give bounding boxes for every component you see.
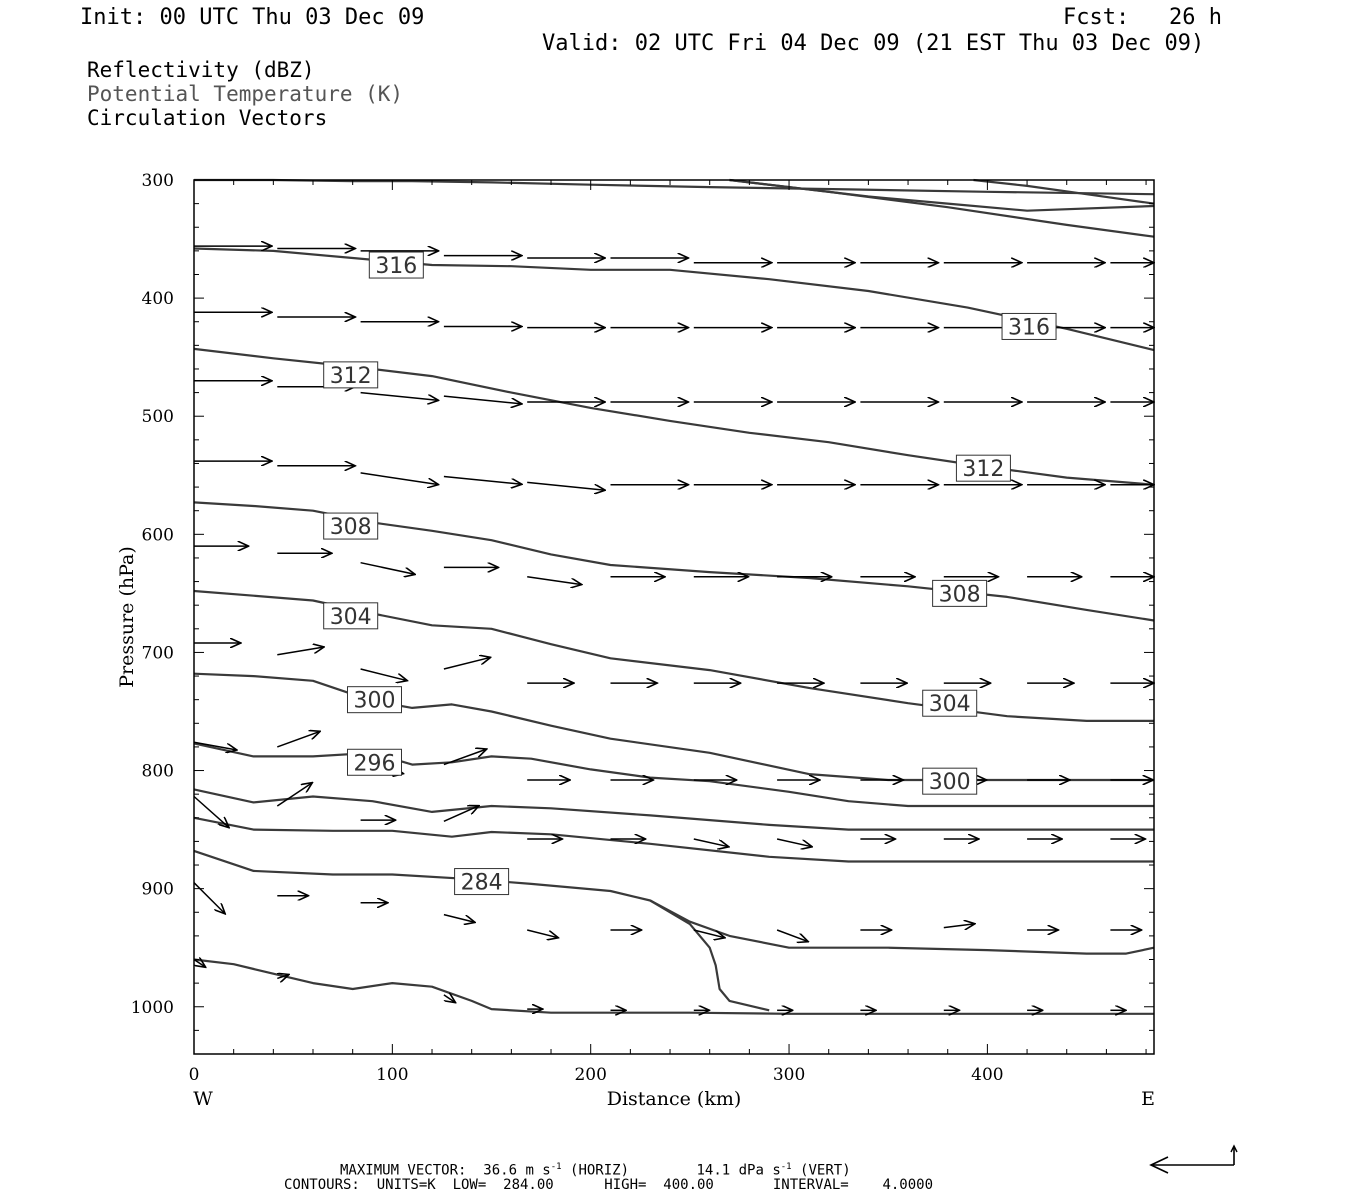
max-horizontal-vector: 36.6 m s (483, 1162, 551, 1179)
circulation-vector (694, 839, 729, 847)
x-tick-label: 0 (188, 1065, 200, 1085)
contour-label-text: 308 (938, 582, 981, 608)
y-tick-label: 600 (141, 525, 174, 546)
valid-time: Valid: 02 UTC Fri 04 Dec 09 (21 EST Thu 03 Dec 09) (542, 31, 1205, 56)
theta-contour-13 (194, 960, 1154, 1014)
contour-label (956, 455, 1010, 482)
legend-reflectivity: Reflectivity (dBZ) (87, 58, 315, 82)
contour-label-text: 304 (329, 604, 372, 630)
circulation-vector (361, 563, 416, 575)
circulation-vector (194, 797, 229, 828)
forecast-hour: Fcst: 26 h (1063, 5, 1222, 30)
contour-label (324, 603, 378, 630)
contour-label (923, 690, 977, 717)
y-tick-label: 300 (141, 171, 174, 191)
x-tick-label: 200 (574, 1065, 607, 1085)
vertical-exponent: -1 (780, 1162, 792, 1172)
contour-label (933, 580, 987, 607)
circulation-vector (527, 482, 605, 490)
circulation-vector (944, 924, 975, 928)
circulation-vector (277, 647, 324, 655)
contour-label (347, 687, 401, 714)
contour-label-text: 304 (928, 692, 971, 718)
legend-potential-temperature: Potential Temperature (K) (87, 82, 404, 106)
west-end-label: W (193, 1088, 213, 1110)
contour-label (923, 768, 977, 795)
x-tick-label: 400 (971, 1065, 1004, 1085)
x-tick-label: 100 (376, 1065, 409, 1085)
legend-circulation-vectors: Circulation Vectors (87, 106, 328, 130)
y-tick-label: 800 (141, 761, 174, 782)
circulation-vector (444, 995, 456, 1003)
theta-contour-11 (194, 818, 1154, 862)
theta-contour-0 (194, 180, 1154, 194)
contour-label-text: 296 (353, 751, 396, 777)
max-vector-label: MAXIMUM VECTOR: (340, 1162, 467, 1179)
contour-info: CONTOURS: UNITS=K LOW= 284.00 HIGH= 400.00 INTERVAL= 4.0000 (284, 1177, 934, 1193)
circulation-vector (277, 731, 320, 747)
contour-label (324, 362, 378, 389)
theta-contour-8 (194, 674, 1154, 780)
circulation-vector (277, 783, 312, 806)
horizontal-tag: (HORIZ) (570, 1162, 630, 1179)
theta-contour-14 (650, 901, 769, 1011)
max-vertical-vector: 14.1 dPa s (696, 1162, 781, 1179)
circulation-vector (194, 883, 225, 914)
circulation-vector (444, 657, 491, 669)
init-time: Init: 00 UTC Thu 03 Dec 09 (80, 5, 425, 30)
y-tick-label: 900 (141, 879, 174, 900)
y-axis-label: Pressure (hPa) (116, 546, 138, 688)
circulation-vector (361, 473, 439, 485)
contour-label (369, 252, 423, 279)
circulation-vector (527, 577, 582, 585)
circulation-vector (444, 396, 522, 404)
contour-label (324, 513, 378, 540)
circulation-vector (444, 915, 475, 923)
contour-label-text: 300 (928, 770, 971, 796)
contour-label (347, 749, 401, 776)
contour-label (1002, 313, 1056, 340)
theta-contour-12 (194, 851, 1154, 954)
max-vector-line (340, 1159, 851, 1179)
circulation-vector (444, 477, 522, 485)
contour-label-text: 316 (375, 254, 418, 280)
east-end-label: E (1141, 1088, 1155, 1110)
contour-label-text: 312 (329, 363, 372, 389)
contour-label-text: 308 (329, 515, 372, 541)
circulation-vector (361, 669, 408, 681)
circulation-vector (527, 930, 558, 938)
circulation-vector (777, 839, 812, 847)
contour-label-text: 312 (962, 457, 1005, 483)
x-tick-label: 300 (772, 1065, 806, 1085)
theta-contour-9 (194, 743, 1154, 806)
circulation-vector (361, 393, 439, 401)
theta-contour-10 (194, 789, 1154, 829)
contour-label-text: 284 (460, 870, 503, 896)
x-axis-label: Distance (km) (606, 1088, 742, 1110)
y-tick-label: 1000 (130, 997, 174, 1018)
contour-label-text: 300 (353, 688, 396, 714)
circulation-vector (777, 930, 808, 942)
contour-label-text: 316 (1008, 315, 1051, 341)
circulation-vector (444, 749, 487, 765)
vertical-tag: (VERT) (800, 1162, 851, 1179)
y-tick-label: 700 (141, 643, 174, 664)
contour-label (455, 869, 509, 896)
horizontal-exponent: -1 (550, 1162, 562, 1172)
y-tick-label: 400 (141, 289, 174, 310)
reference-vector-icon (1151, 1146, 1237, 1173)
y-tick-label: 500 (141, 407, 174, 428)
